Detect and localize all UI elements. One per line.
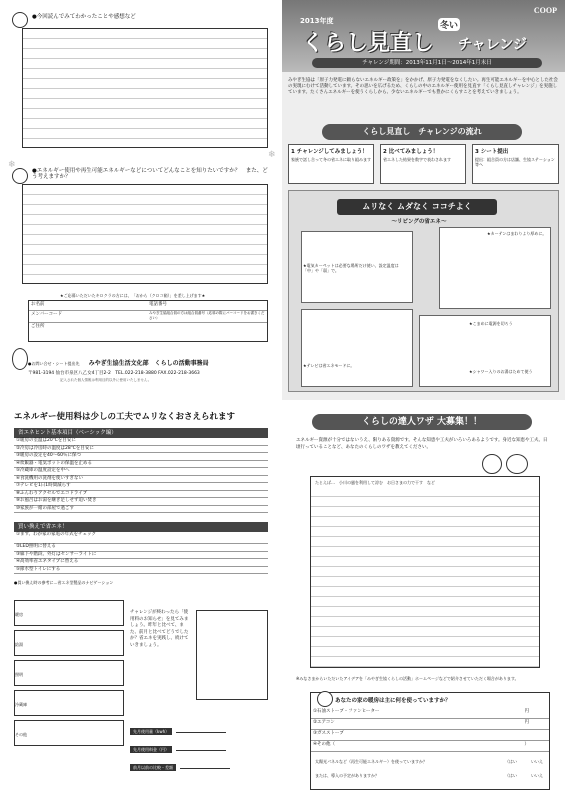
tip-bath: ★シャワー入りのお湯はためて使う (469, 369, 533, 374)
tv-illustration (301, 309, 413, 387)
bear-mascot-icon (506, 454, 528, 474)
step-3: 3 シート提出 提出：組合員の方は店舗、生協ステーション等へ (472, 144, 559, 184)
tip-item[interactable]: ④炊飯器・電気ポットの保温を止める (14, 461, 268, 469)
chart-box: その他 (14, 720, 124, 746)
feedback-textarea-2[interactable] (22, 184, 268, 284)
tip-item[interactable]: ⑩家族が一緒の部屋で過ごす (14, 506, 268, 514)
step-1: 1 チャレンジしてみましょう！ 家族で話し合って冬の省エネに取り組みます (288, 144, 374, 184)
applicant-info-form (28, 300, 268, 342)
tip-item[interactable]: ⑦テレビを1日1時間減らす (14, 483, 268, 491)
tip-tv: ★テレビは省エネモードに。 (303, 363, 355, 368)
question-1-label: ●今回読んでみてわかったことや感想など (32, 14, 136, 20)
chart-box: 冷蔵庫 (14, 690, 124, 716)
panel-subtitle: ～リビングの省エネ～ (391, 219, 447, 225)
coop-logo: COOP (533, 6, 557, 15)
comparison-note: チャレンジが終わったら「使用料のお知らせ」を見てみましょう。昨年と比べて、また、前月と比べてどうでしたか？省エネを実践し、続けていきましょう。 (130, 610, 189, 648)
heating-option[interactable]: ③ガスストーブ (311, 731, 549, 741)
snowman-icon (317, 691, 333, 707)
tip-item[interactable]: ⑤冷蔵庫の温度設定を中へ (14, 468, 268, 476)
intro-text: みやぎ生協は「原子力発電に頼らないエネルギー政策を」をかかげ、原子力発電をなくしたい。再生可能エネルギーを中心とした社会の実現にむけて活動しています。その思いを広げるため、くらしの中のエネルギー使用を見直す「くらし見直しチャレンジ」を実施しています。たくさんエネルギーを使うくらしから、少ないエネルギーでも豊かにくらすことを考えていきましょう。 (288, 78, 558, 95)
question-2-label: ●エネルギー使用や再生可能エネルギーなどについてどんなことを知りたいですか？ また、どう考えますか？ (32, 168, 268, 180)
renewable-plan-question: または、導入の予定がありますか？ （はい いいえ (315, 773, 543, 778)
replace-item[interactable]: ①まず、わが家の家電の年式をチェック (14, 532, 268, 544)
heating-question: あなたの家の暖房は主に何を使っていますか？ (335, 698, 451, 704)
panel-title: ムリなく ムダなく ココチよく (337, 199, 497, 215)
tip-item[interactable]: ③暖房の設定を40～60％に保つ (14, 453, 268, 461)
section2-list (14, 532, 268, 574)
rabbit-mascot-icon (482, 454, 502, 474)
cover-panel (282, 0, 565, 400)
tip-item[interactable]: ⑥食洗機用の洗剤を使いすぎない (14, 476, 268, 484)
steps-row (288, 144, 559, 184)
heating-option[interactable]: ①石油ストーブ・ファンヒーター 円 (311, 709, 549, 719)
result-row: 前月以前の比較・差額 (130, 754, 270, 766)
section1-list (14, 438, 268, 513)
chart-box: 給湯 (14, 630, 124, 656)
tip-item[interactable]: ⑧ふんわりアクセルでエコドライブ (14, 491, 268, 499)
tips-heading: エネルギー使用料は少しの工夫でムリなくおさえられます (14, 412, 236, 422)
name-row[interactable]: お名前 電話番号 (29, 301, 267, 311)
replace-item[interactable]: ⑤節水型トイレにする (14, 567, 268, 575)
result-row: 先月使用量（kwh） (130, 718, 270, 730)
living-room-illustration (288, 190, 559, 392)
address-row[interactable]: ご住所 (31, 324, 45, 329)
snowflake-icon: ❄ (8, 160, 16, 170)
tip-curtain: ★カーテンはまわりより厚めに。 (487, 231, 547, 236)
energy-tips-panel (0, 400, 282, 800)
cover-subtitle: チャレンジ (458, 37, 527, 53)
replace-item[interactable]: ②LED照明に替える (14, 544, 268, 552)
year-label: 2013年度 (300, 17, 334, 25)
usage-bill-sample (196, 610, 268, 700)
curtain-illustration (439, 227, 551, 309)
contest-answer-area[interactable] (310, 476, 540, 668)
challenge-period: チャレンジ期間：2013年11月1日～2014年1月末日 (312, 58, 542, 68)
member-code-row[interactable]: メンバーコード みやぎ生協組合員の方は組合員番号（応募の際にバーコードをお書きください） (29, 311, 267, 323)
contest-heading: くらしの達人ワザ 大募集！！ (312, 414, 532, 430)
contact-block (28, 350, 268, 376)
heating-option[interactable]: ④その他（ ） (311, 742, 549, 752)
contest-examples: たとえば… 小川の風を利用して涼む お日さまの力で干す など (311, 477, 539, 488)
contest-intro: エネルギー資源が十分ではないうえ、限りある資源です。そんな知恵や工夫がいろいろあるようです。身近な知恵や工夫、日頃行っていることなど、あなたのくらしのワザを教えてください。 (296, 438, 548, 450)
flow-title: くらし見直し チャレンジの流れ (322, 124, 522, 140)
tip-carpet: ★電気カーペットは必要な場所だけ使い、設定温度は「中」や「弱」で。 (303, 263, 399, 273)
snowflake-icon: ❄ (268, 150, 276, 160)
survey-gift-note: ★ご応募いただいたキロクラの方には、「おから（クロコ箱）」を差し上げます★ (60, 293, 206, 298)
heating-survey (310, 692, 550, 790)
snowman-mascot-icon (12, 348, 28, 370)
tip-item[interactable]: ⑨お風呂はお湯を継ぎ足しせず追い焚き (14, 498, 268, 506)
tip-switch: ★こまめに電源を切ろう (469, 321, 513, 326)
contact-heading: ●お問い合せ・シート提出先 (28, 361, 80, 366)
tip-item[interactable]: ②冷房は冷房時の温度は28℃を目安に (14, 446, 268, 454)
chart-box: 照明 (14, 660, 124, 686)
tip-item[interactable]: ①暖房の室温は20℃を目安に (14, 438, 268, 446)
feedback-textarea-1[interactable] (22, 28, 268, 148)
snowman-icon (12, 12, 28, 28)
feedback-form-panel (0, 0, 282, 400)
organization-name: みやぎ生協生活文化部 くらしの活動事務局 (88, 360, 209, 367)
organization-address: 〒981-3194 仙台市泉区八乙女4丁目2-2 TEL.022-218-3880 FAX.022-218-3663 (28, 371, 200, 376)
replace-item[interactable]: ③廊下や階段、外灯はセンサーライトに (14, 552, 268, 560)
heating-option[interactable]: ②エアコン 円 (311, 720, 549, 730)
chart-box: 暖房 (14, 600, 124, 626)
renewable-question: 太陽光パネルなど（再生可能エネルギー）を使っていますか？ （はい いいえ (315, 759, 543, 764)
results-block (130, 718, 270, 770)
replace-item[interactable]: ④高効率省エネタイプに替える (14, 559, 268, 567)
privacy-note: 記入された個人情報は利用目的以外に使用いたしません。 (60, 378, 152, 382)
cover-title: くらし見直し (302, 31, 435, 56)
contest-panel (282, 400, 565, 800)
navigation-link-note[interactable]: ●買い換え時の参考に…省エネ型製品のナビゲーション (14, 580, 114, 585)
section2-title: 買い換えで省エネ！ (14, 522, 268, 532)
snowman-icon (12, 168, 28, 184)
title-badge: 冬い (438, 18, 460, 31)
result-row: 先月使用料金（円） (130, 736, 270, 748)
step-2: 2 比べてみましょう！ 省エネした結果を数字で表わされます (380, 144, 466, 184)
usage-chart-area (14, 600, 124, 780)
answer-note: ※みなさまからいただいたアイデアを「みやぎ生協くらしの活動」ホームページなどで紹介させていただく場合があります。 (296, 676, 519, 681)
section1-title: 省エネヒント基本項目（ベーシック編） (14, 428, 268, 438)
